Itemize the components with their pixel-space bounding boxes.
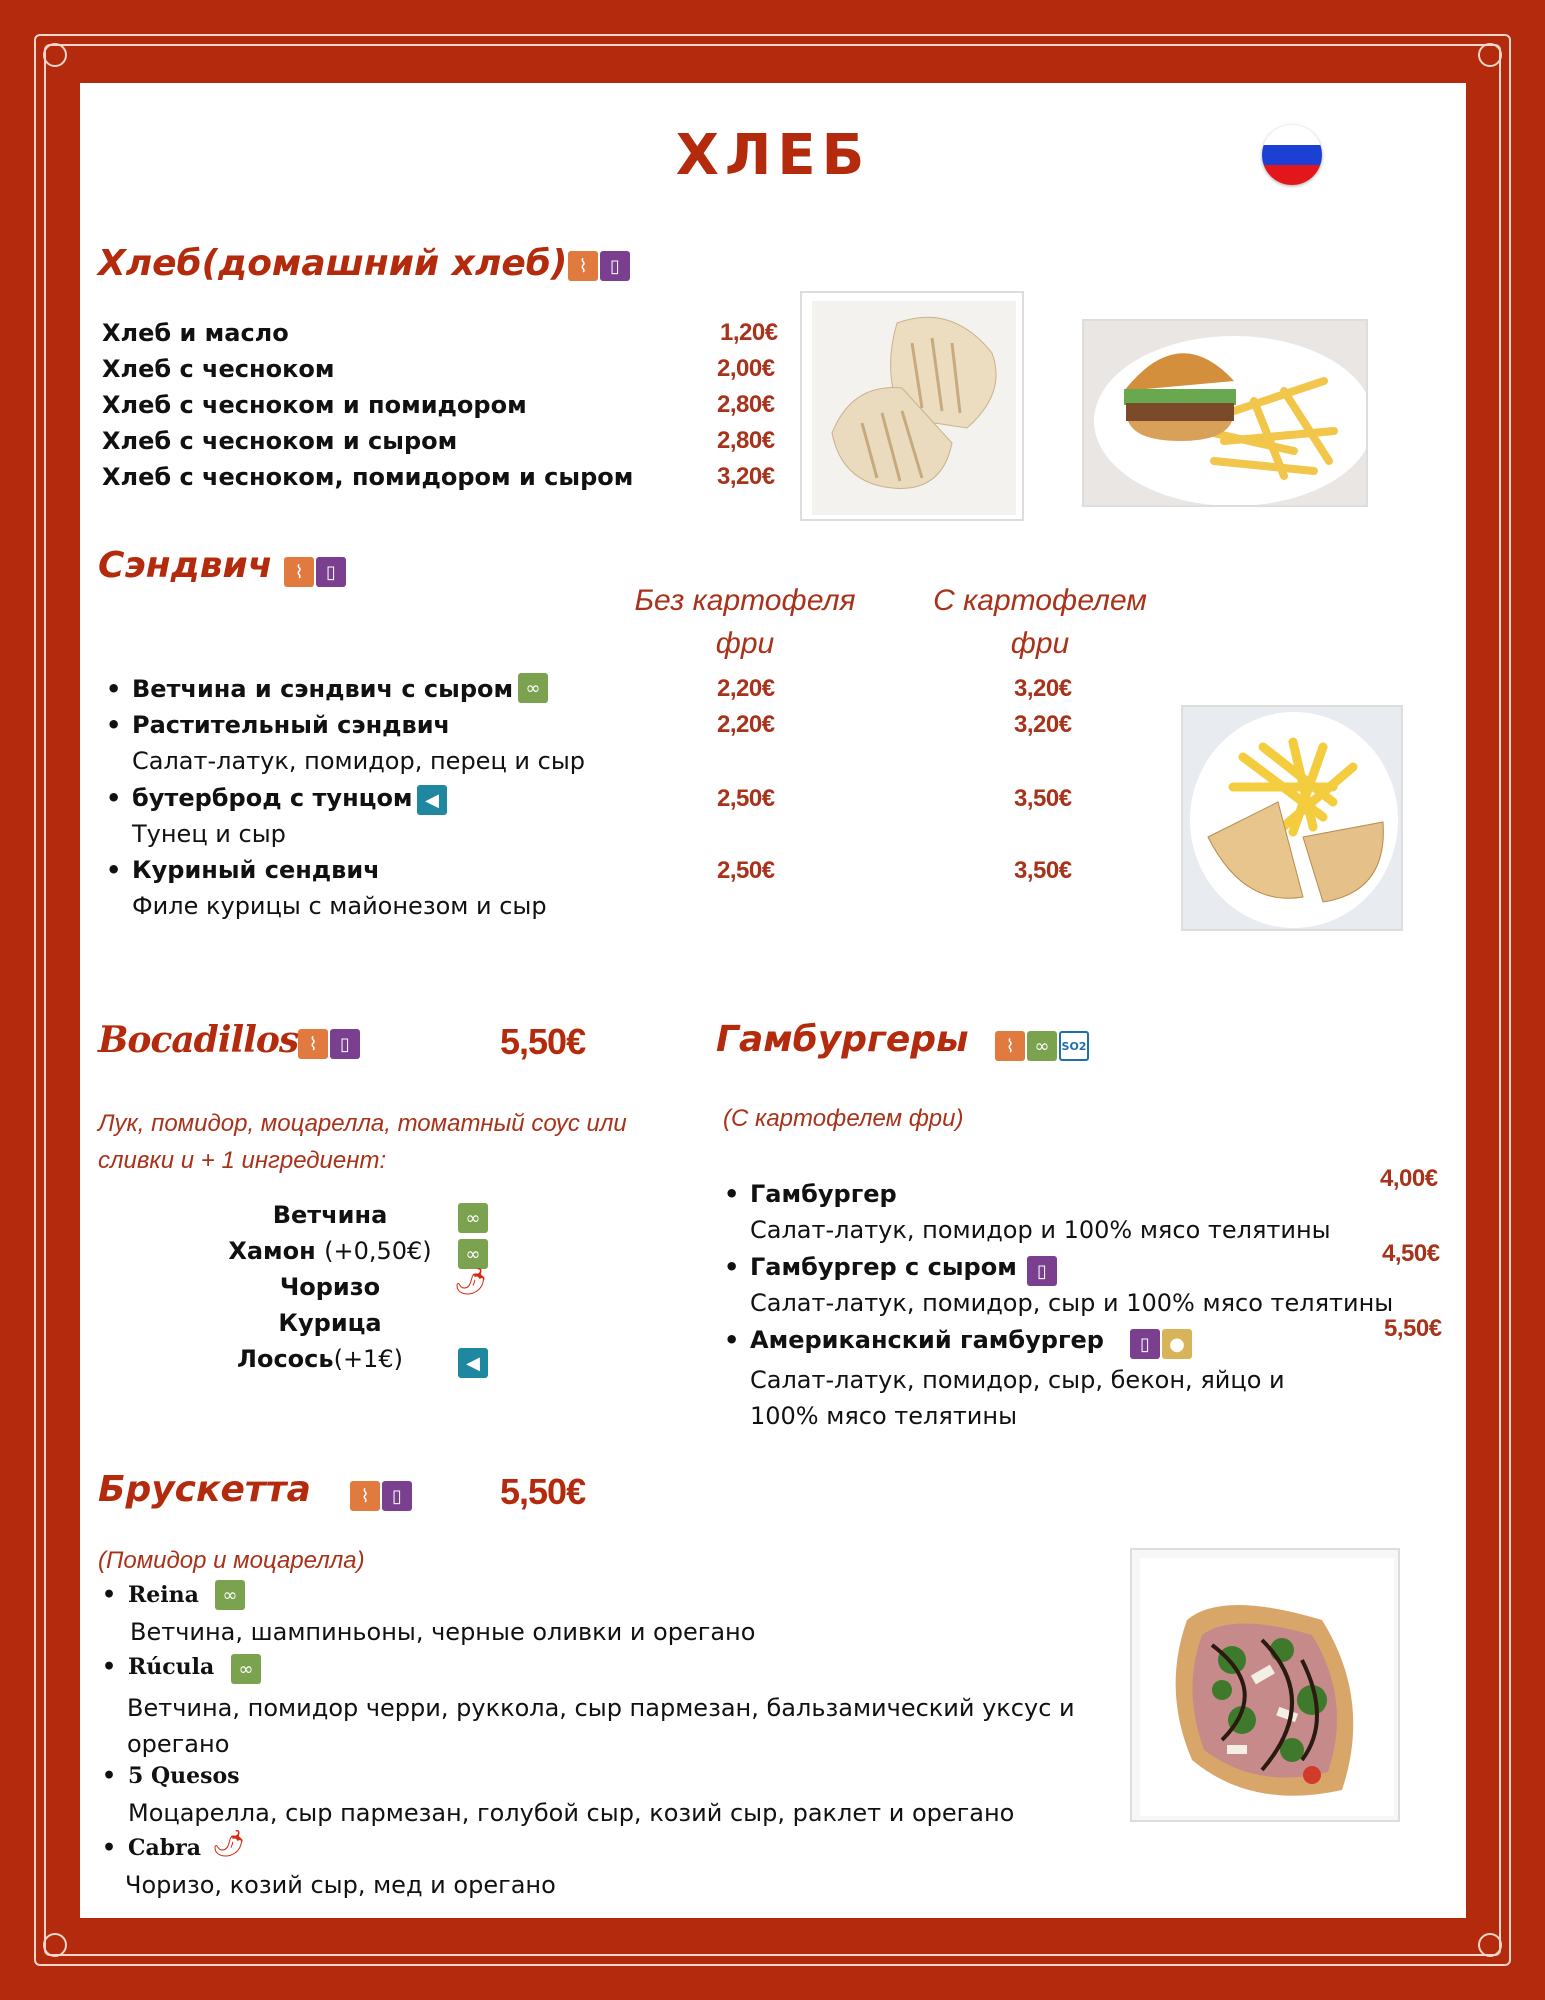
bocadillos-ingredient: Ветчина bbox=[272, 1201, 388, 1229]
sandwich-item-description: Тунец и сыр bbox=[132, 820, 286, 848]
burger-item-name: • Гамбургер с сыром bbox=[750, 1253, 1017, 1281]
wheat-icon: ⌇ bbox=[284, 557, 314, 587]
milk-icon: ▯ bbox=[382, 1481, 412, 1511]
corner-ornament bbox=[43, 43, 67, 67]
bread-item-name: Хлеб с чесноком и помидором bbox=[102, 391, 527, 419]
sandwich-item-name: • бутерброд с тунцом bbox=[132, 784, 413, 812]
sandwich-item-description: Филе курицы с майонезом и сыр bbox=[132, 892, 547, 920]
sandwich-price-without: 2,20€ bbox=[717, 711, 775, 738]
milk-icon: ▯ bbox=[316, 557, 346, 587]
sandwich-price-with: 3,50€ bbox=[1014, 785, 1072, 812]
bread-item-name: Хлеб с чесноком и сыром bbox=[102, 427, 458, 455]
sausage-icon: ∞ bbox=[1027, 1031, 1057, 1061]
bread-item-price: 1,20€ bbox=[720, 319, 778, 346]
wheat-icon: ⌇ bbox=[995, 1031, 1025, 1061]
burger-item-description: Салат-латук, помидор, сыр и 100% мясо телятины bbox=[750, 1289, 1394, 1317]
bruschetta-item-description: Моцарелла, сыр пармезан, голубой сыр, козий сыр, раклет и орегано bbox=[128, 1799, 1015, 1827]
burgers-note: (С картофелем фри) bbox=[723, 1105, 964, 1132]
bocadillos-ingredient: Чоризо bbox=[279, 1273, 381, 1301]
burger-item-price: 5,50€ bbox=[1384, 1315, 1442, 1342]
burger-item-name: • Гамбургер bbox=[750, 1180, 897, 1208]
bread-item-name: Хлеб с чесноком, помидором и сыром bbox=[102, 463, 634, 491]
burger-photo bbox=[1082, 319, 1368, 507]
sandwich-fries-photo bbox=[1181, 705, 1403, 931]
bread-item-price: 3,20€ bbox=[717, 463, 775, 490]
sausage-icon: ∞ bbox=[231, 1654, 261, 1684]
toasted-bread-photo bbox=[800, 291, 1024, 521]
sandwich-price-with: 3,20€ bbox=[1014, 711, 1072, 738]
bread-item-name: Хлеб с чесноком bbox=[102, 355, 335, 383]
wheat-icon: ⌇ bbox=[350, 1481, 380, 1511]
page-title: ХЛЕБ bbox=[675, 123, 871, 188]
milk-icon: ▯ bbox=[1130, 1329, 1160, 1359]
sandwich-price-with: 3,50€ bbox=[1014, 857, 1072, 884]
bread-item-price: 2,00€ bbox=[717, 355, 775, 382]
bruschetta-item-description: Чоризо, козий сыр, мед и орегано bbox=[125, 1871, 556, 1899]
bruschetta-note: (Помидор и моцарелла) bbox=[98, 1547, 365, 1574]
bread-item-name: Хлеб и масло bbox=[102, 319, 289, 347]
sausage-icon: ∞ bbox=[458, 1239, 488, 1269]
fish-icon: ◀ bbox=[417, 785, 447, 815]
sandwich-item-name: • Ветчина и сэндвич с сыром bbox=[132, 675, 513, 703]
burger-item-price: 4,00€ bbox=[1380, 1165, 1438, 1192]
corner-ornament bbox=[1478, 43, 1502, 67]
chili-icon: 🌶 bbox=[454, 1267, 488, 1297]
bread-heading: Хлеб(домашний хлеб) bbox=[98, 243, 568, 284]
bruschetta-item-name: • Rúcula bbox=[128, 1654, 214, 1680]
fish-icon: ◀ bbox=[458, 1348, 488, 1378]
bread-item-price: 2,80€ bbox=[717, 391, 775, 418]
bruschetta-price: 5,50€ bbox=[500, 1471, 586, 1512]
sandwich-price-with: 3,20€ bbox=[1014, 675, 1072, 702]
burger-item-name: • Американский гамбургер bbox=[750, 1326, 1104, 1354]
bruschetta-item-name: • 5 Quesos bbox=[128, 1763, 240, 1789]
wheat-icon: ⌇ bbox=[568, 251, 598, 281]
burger-item-price: 4,50€ bbox=[1382, 1240, 1440, 1267]
bocadillos-price: 5,50€ bbox=[500, 1021, 586, 1062]
sausage-icon: ∞ bbox=[458, 1203, 488, 1233]
egg-icon: ● bbox=[1162, 1329, 1192, 1359]
sulfite-icon: SO2 bbox=[1059, 1031, 1089, 1061]
russian-flag-icon[interactable] bbox=[1262, 125, 1322, 185]
bread-item-price: 2,80€ bbox=[717, 427, 775, 454]
bocadillos-intro: Лук, помидор, моцарелла, томатный соус или сливки и + 1 ингредиент: bbox=[98, 1110, 627, 1174]
sandwich-item-description: Салат-латук, помидор, перец и сыр bbox=[132, 747, 586, 775]
column-header-with-fries: С картофелем фри bbox=[933, 584, 1147, 660]
bruschetta-item-description: Ветчина, помидор черри, руккола, сыр пармезан, бальзамический уксус и орегано bbox=[127, 1694, 1075, 1758]
sandwich-price-without: 2,20€ bbox=[717, 675, 775, 702]
corner-ornament bbox=[1478, 1933, 1502, 1957]
burger-item-description: Салат-латук, помидор, сыр, бекон, яйцо и 100% мясо телятины bbox=[750, 1366, 1285, 1430]
sandwich-item-name: • Куриный сендвич bbox=[132, 856, 380, 884]
menu-page bbox=[80, 83, 1466, 1918]
sausage-icon: ∞ bbox=[518, 673, 548, 703]
wheat-icon: ⌇ bbox=[298, 1029, 328, 1059]
sandwich-item-name: • Растительный сэндвич bbox=[132, 711, 450, 739]
sandwich-price-without: 2,50€ bbox=[717, 857, 775, 884]
bruschetta-item-name: • Reina bbox=[128, 1582, 199, 1608]
bruschetta-item-description: Ветчина, шампиньоны, черные оливки и орегано bbox=[130, 1618, 756, 1646]
sausage-icon: ∞ bbox=[215, 1580, 245, 1610]
sandwich-heading: Сэндвич bbox=[98, 545, 273, 586]
bocadillos-ingredient: Лосось(+1€) bbox=[237, 1345, 403, 1373]
corner-ornament bbox=[43, 1933, 67, 1957]
milk-icon: ▯ bbox=[600, 251, 630, 281]
sandwich-price-without: 2,50€ bbox=[717, 785, 775, 812]
column-header-without-fries: Без картофеля фри bbox=[634, 584, 856, 660]
bruschetta-photo bbox=[1130, 1548, 1400, 1822]
bruschetta-item-name: • Cabra bbox=[128, 1835, 201, 1861]
milk-icon: ▯ bbox=[330, 1029, 360, 1059]
bocadillos-ingredient: Курица bbox=[278, 1309, 382, 1337]
burgers-heading: Гамбургеры bbox=[716, 1019, 969, 1060]
bocadillos-heading: Bocadillos bbox=[98, 1019, 299, 1061]
milk-icon: ▯ bbox=[1027, 1256, 1057, 1286]
bruschetta-heading: Брускетта bbox=[98, 1469, 311, 1510]
bocadillos-ingredient: Хамон (+0,50€) bbox=[228, 1237, 432, 1265]
chili-icon: 🌶 bbox=[212, 1829, 246, 1859]
burger-item-description: Салат-латук, помидор и 100% мясо телятины bbox=[750, 1216, 1331, 1244]
